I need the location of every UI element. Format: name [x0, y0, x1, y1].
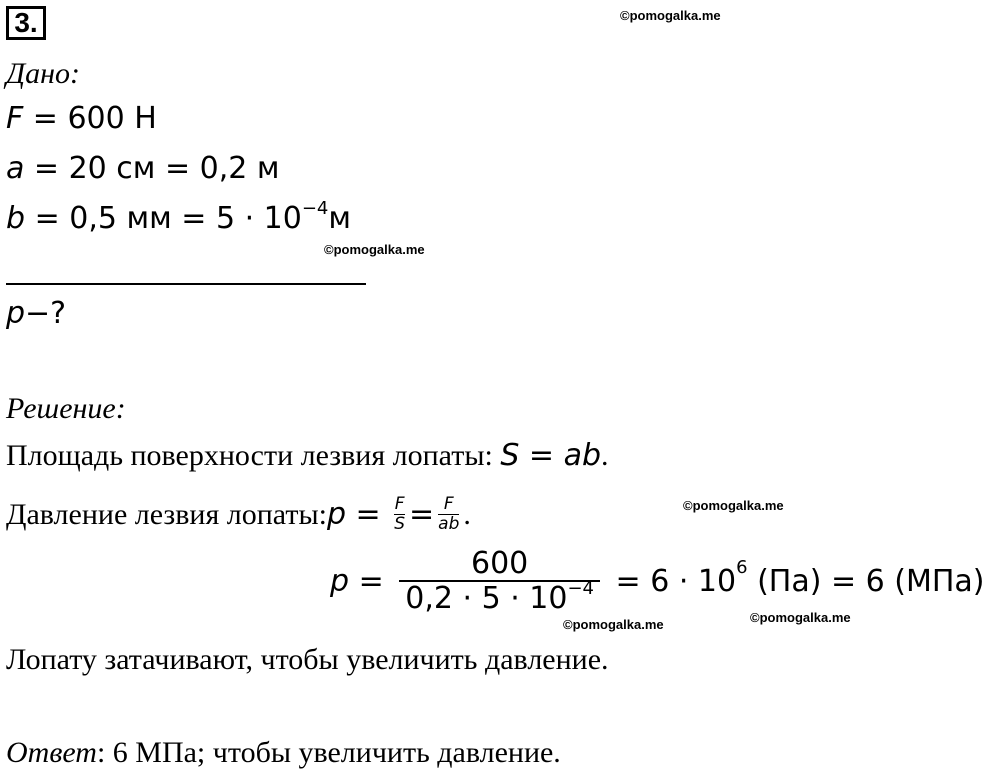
fraction-numerator: F — [443, 494, 454, 514]
fraction-f-over-s — [394, 496, 405, 534]
a-value: = 20 см = 0,2 м — [24, 151, 280, 186]
area-line — [6, 438, 609, 474]
pressure-end: . — [463, 497, 471, 531]
pressure-lhs: p = — [326, 496, 391, 532]
answer-line — [6, 735, 561, 771]
pressure-text: Давление лезвия лопаты: — [6, 497, 327, 531]
watermark: ©pomogalka.me — [750, 610, 851, 625]
given-heading: Дано: — [6, 57, 80, 90]
b-value: = 0,5 мм = 5 · 10 — [25, 201, 302, 236]
equals-sign: = — [409, 496, 435, 532]
calc-result-exponent: 6 — [736, 556, 748, 578]
watermark: ©pomogalka.me — [563, 617, 664, 632]
solution-heading: Решение: — [6, 392, 126, 425]
calc-denominator-exponent: −4 — [567, 577, 594, 599]
watermark: ©pomogalka.me — [620, 8, 721, 23]
calc-fraction — [399, 548, 600, 615]
area-formula: S = ab — [500, 438, 602, 473]
watermark: ©pomogalka.me — [683, 498, 784, 513]
answer-label: Ответ — [6, 736, 97, 769]
calc-denominator-main: 0,2 · 5 · 10 — [405, 580, 568, 616]
b-exponent: −4 — [301, 198, 329, 219]
area-text: Площадь поверхности лезвия лопаты: — [6, 439, 501, 472]
fraction-denominator: S — [394, 513, 406, 534]
given-length-a — [6, 151, 280, 187]
calculation-line — [330, 548, 984, 615]
b-unit: м — [328, 201, 352, 236]
given-width-b — [6, 198, 352, 241]
calc-lhs: p = — [330, 563, 394, 599]
given-divider — [6, 283, 366, 285]
find-symbol: p — [6, 296, 26, 331]
conclusion: Лопату затачивают, чтобы увеличить давление. — [6, 643, 609, 676]
fraction-denominator: ab — [438, 513, 460, 534]
calc-result-2: (Па) = 6 (МПа) — [747, 563, 984, 599]
find-rest: −? — [25, 296, 67, 331]
force-value: = 600 Н — [23, 101, 157, 136]
calc-numerator: 600 — [471, 546, 529, 581]
given-force — [6, 101, 157, 137]
a-symbol: a — [6, 151, 25, 186]
area-end: . — [601, 439, 609, 472]
fraction-numerator: F — [394, 494, 405, 514]
find-quantity — [6, 296, 66, 332]
force-symbol: F — [6, 101, 24, 136]
calc-result-1: = 6 · 10 — [606, 563, 737, 599]
b-symbol: b — [6, 201, 26, 236]
task-number: 3. — [6, 6, 46, 40]
fraction-f-over-ab — [438, 496, 459, 534]
calc-denominator — [399, 577, 600, 616]
watermark: ©pomogalka.me — [324, 242, 425, 257]
pressure-line — [6, 496, 471, 534]
answer-text: : 6 МПа; чтобы увеличить давление. — [96, 736, 561, 769]
